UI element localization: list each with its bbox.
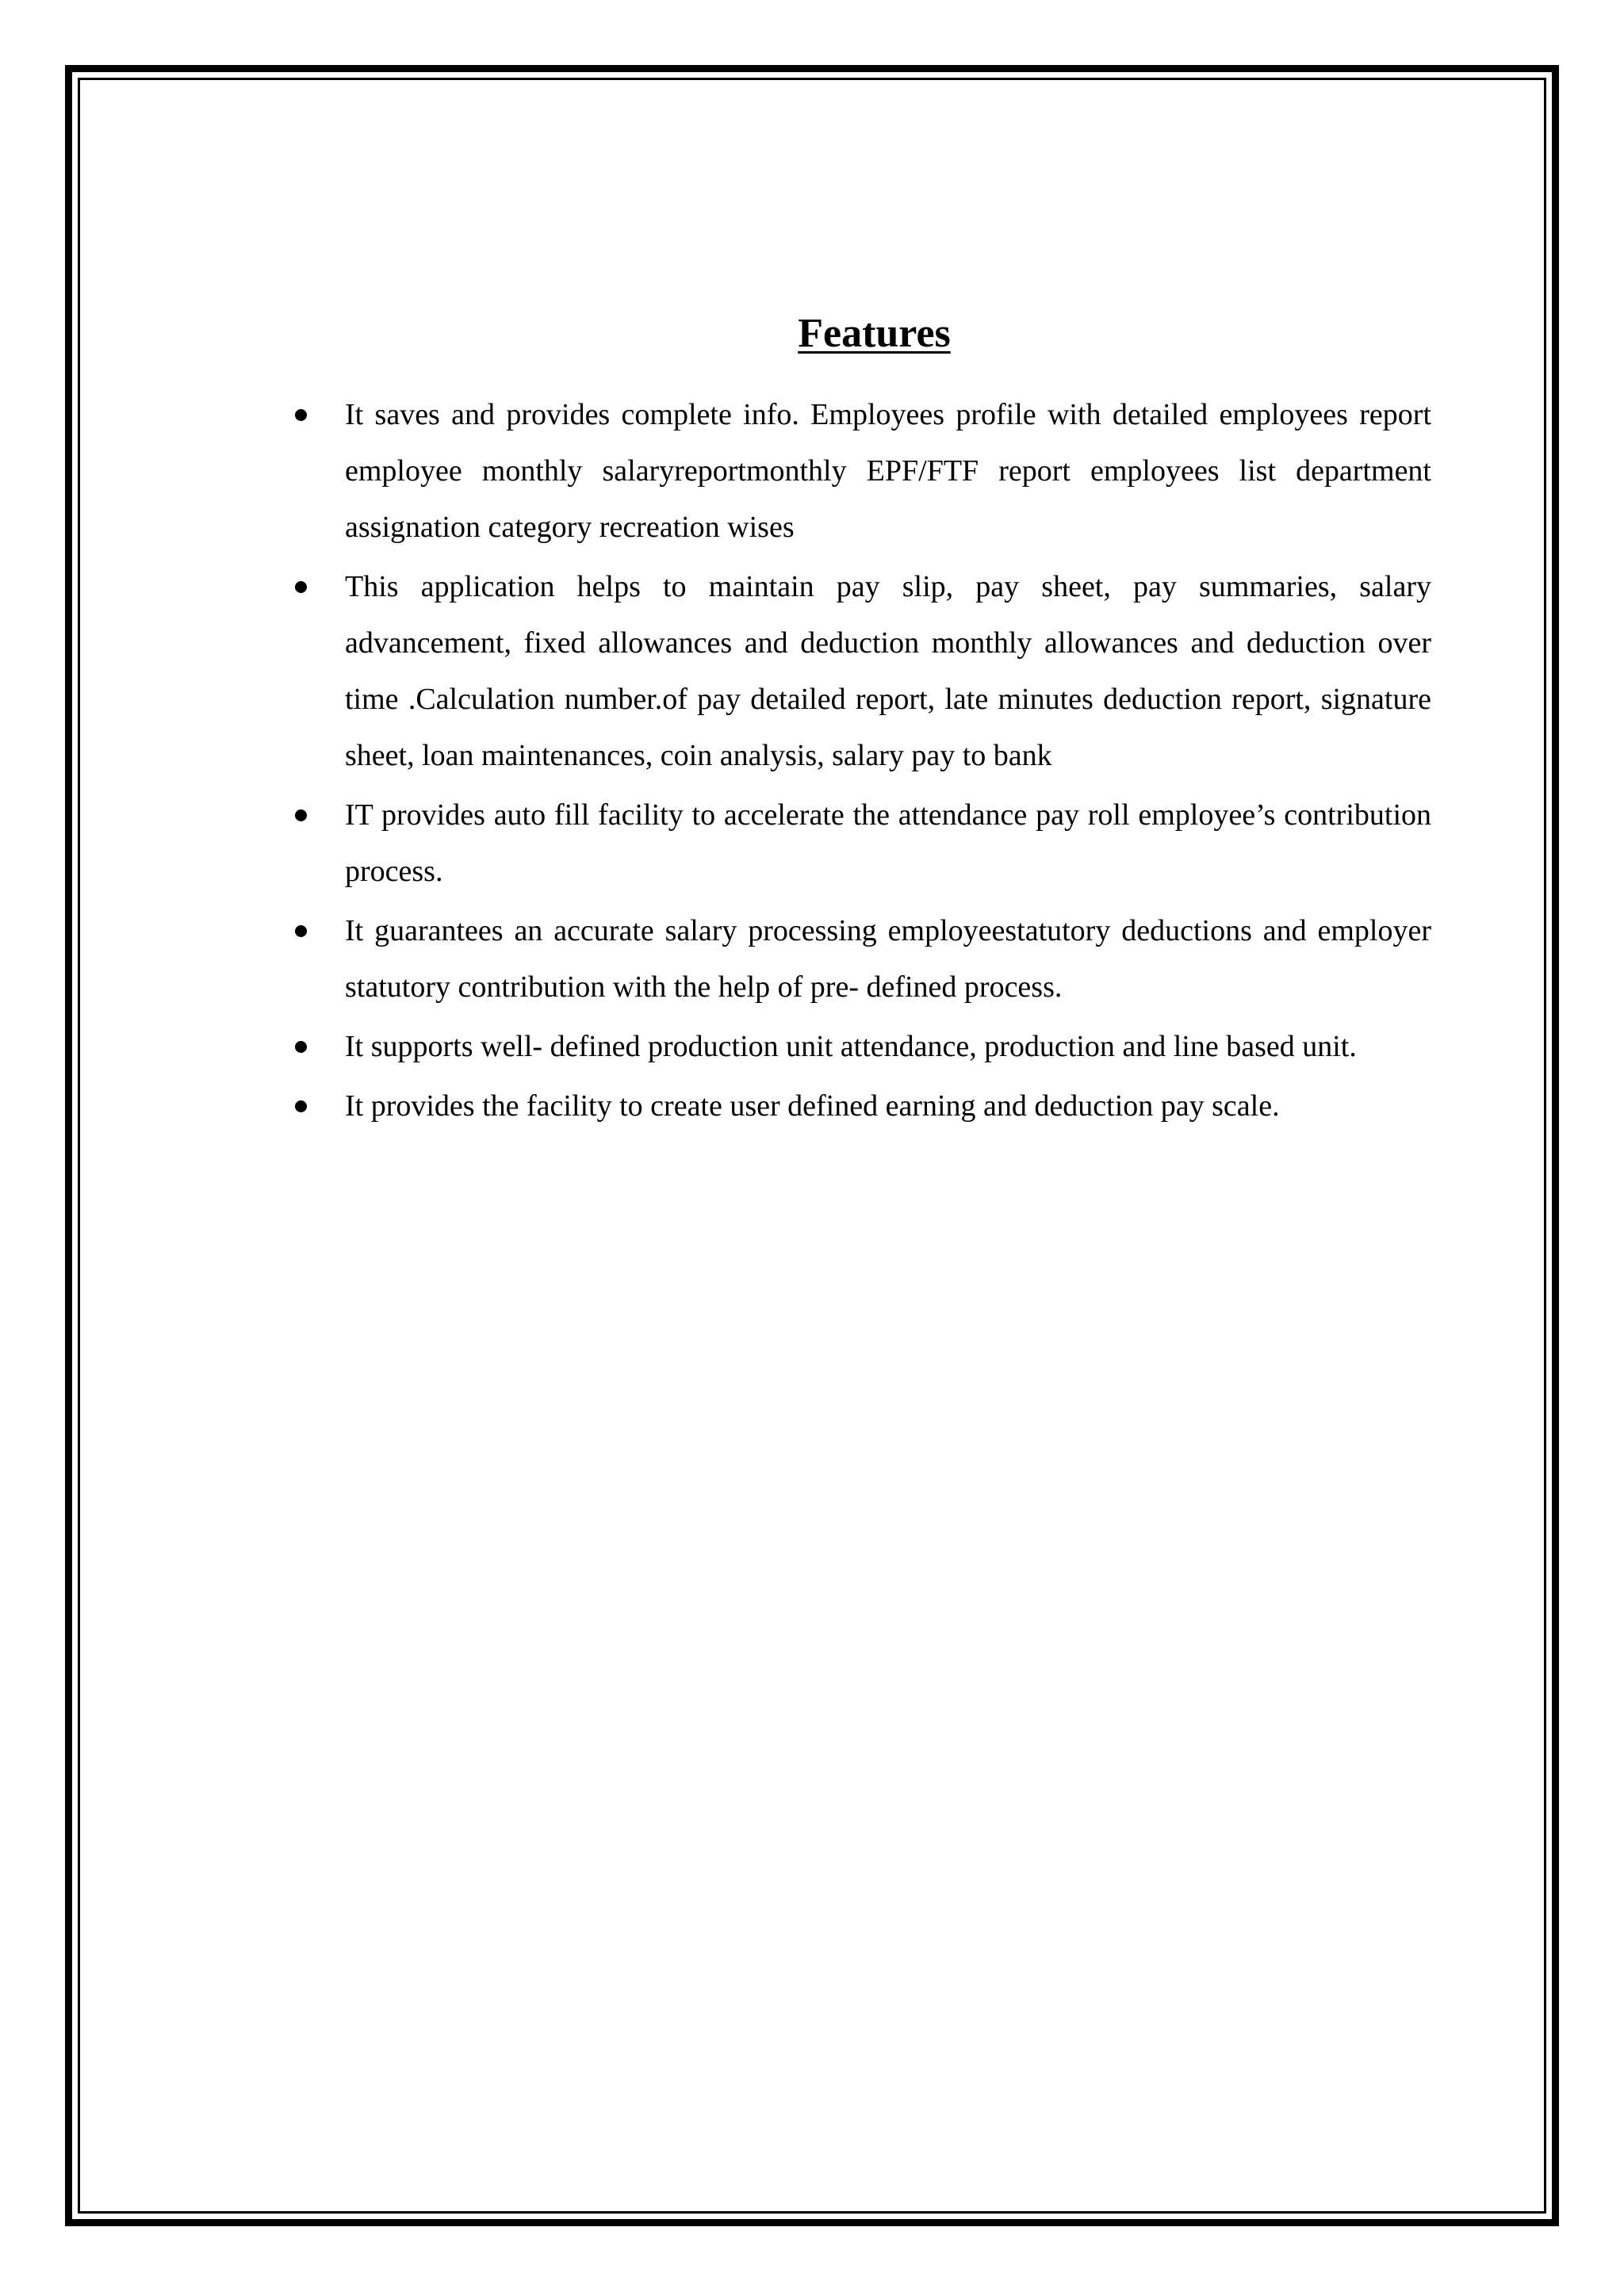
page-content	[285, 309, 1431, 1138]
list-item-text: It provides the facility to create user defined earning and deduction pay scale.	[345, 1089, 1280, 1123]
list-item	[285, 903, 1431, 1016]
feature-list	[285, 387, 1431, 1135]
list-item-text: IT provides auto fill facility to accelerate the attendance pay roll employee’s contribution process.	[345, 798, 1431, 889]
list-item	[285, 559, 1431, 784]
bullet-icon	[295, 581, 307, 593]
list-item-text: This application helps to maintain pay slip, pay sheet, pay summaries, salary advancement, fixed allowances and deduction monthly allowances and deduction over time .Calculation number.of pay detailed report, late minutes deduction report, signature sheet, loan maintenances, coin analysis, salary pay to bank	[345, 570, 1431, 773]
list-item-text: It supports well- defined production unit attendance, production and line based unit.	[345, 1030, 1357, 1064]
list-item	[285, 1078, 1431, 1135]
page-title: Features	[798, 311, 951, 356]
list-item	[285, 1019, 1431, 1075]
list-item-text: It saves and provides complete info. Employees profile with detailed employees report employee monthly salaryreportmonthly EPF/FTF report employees list department assignation category recreation wises	[345, 398, 1431, 545]
bullet-icon	[295, 1100, 307, 1112]
list-item	[285, 787, 1431, 900]
list-item	[285, 387, 1431, 556]
bullet-icon	[295, 409, 307, 421]
bullet-icon	[295, 809, 307, 821]
list-item-text: It guarantees an accurate salary processing employeestatutory deductions and employer statutory contribution with the help of pre- defined process.	[345, 914, 1431, 1004]
bullet-icon	[295, 1041, 307, 1053]
bullet-icon	[295, 925, 307, 937]
